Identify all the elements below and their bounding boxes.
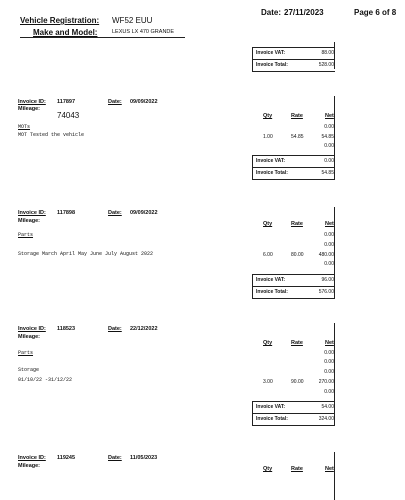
invoice-date-value: 22/12/2022 <box>130 326 158 332</box>
vat-label: Invoice VAT: <box>256 158 285 164</box>
mileage-label: Mileage: <box>18 334 41 340</box>
net-value: 480.00 <box>318 252 334 258</box>
line-rate: 90.00 <box>291 379 304 385</box>
total-label: Invoice Total: <box>256 62 288 68</box>
total-value: 576.00 <box>318 289 334 295</box>
invoice-date-label: Date: <box>108 326 122 332</box>
mileage-label: Mileage: <box>18 218 41 224</box>
invoice-date-value: 09/09/2022 <box>130 99 158 105</box>
net-value: 0.00 <box>324 369 334 375</box>
total-value: 528.00 <box>318 62 334 68</box>
invoice-id-label: Invoice ID: <box>18 99 46 105</box>
invoice-id-value: 117897 <box>57 99 76 105</box>
col-rate: Rate <box>291 466 303 472</box>
mileage-value: 74043 <box>57 111 80 120</box>
header-date-value: 27/11/2023 <box>284 8 324 17</box>
col-net: Net <box>325 221 334 227</box>
net-value: 0.00 <box>324 389 334 395</box>
vat-label: Invoice VAT: <box>256 50 285 56</box>
invoice-totals-box <box>252 401 335 426</box>
vehicle-reg-label: Vehicle Registration: <box>20 16 100 25</box>
invoice-id-label: Invoice ID: <box>18 326 46 332</box>
total-value: 324.00 <box>318 416 334 422</box>
mileage-label: Mileage: <box>18 106 41 112</box>
mileage-label: Mileage: <box>18 463 41 469</box>
line-description: Storage <box>18 367 40 373</box>
header-rule <box>20 37 185 38</box>
vat-value: 88.00 <box>321 50 334 56</box>
col-rate: Rate <box>291 113 303 119</box>
line-rate: 54.85 <box>291 134 304 140</box>
net-value: 54.85 <box>321 134 334 140</box>
line-description: Storage March April May June July August 2022 <box>18 251 154 257</box>
col-qty: Qty <box>263 113 273 119</box>
line-description: MOT Tested the vehicle <box>18 132 85 138</box>
prev-totals-box <box>252 47 335 72</box>
make-model-label: Make and Model: <box>33 28 98 37</box>
total-label: Invoice Total: <box>256 170 288 176</box>
col-qty: Qty <box>263 340 273 346</box>
net-value: 0.00 <box>324 261 334 267</box>
invoice-totals-box <box>252 155 335 180</box>
net-value: 0.00 <box>324 143 334 149</box>
invoice-id-value: 117898 <box>57 210 76 216</box>
vehicle-reg-value: WF52 EUU <box>112 16 153 25</box>
line-rate: 80.00 <box>291 252 304 258</box>
make-model-value: LEXUS LX 470 GRANDE <box>112 29 175 35</box>
line-category: Parts <box>18 232 34 238</box>
header-date-label: Date: <box>261 8 282 17</box>
net-value: 0.00 <box>324 350 334 356</box>
vat-value: 96.00 <box>321 277 334 283</box>
line-category: Parts <box>18 350 34 356</box>
col-rate: Rate <box>291 340 303 346</box>
invoice-id-label: Invoice ID: <box>18 455 46 461</box>
col-qty: Qty <box>263 466 273 472</box>
net-value: 0.00 <box>324 232 334 238</box>
total-value: 54.85 <box>321 170 334 176</box>
total-label: Invoice Total: <box>256 416 288 422</box>
net-value: 0.00 <box>324 242 334 248</box>
net-value: 0.00 <box>324 359 334 365</box>
invoice-date-value: 11/05/2023 <box>130 455 158 461</box>
net-column-rule <box>334 452 335 500</box>
total-label: Invoice Total: <box>256 289 288 295</box>
invoice-date-label: Date: <box>108 99 122 105</box>
invoice-totals-box <box>252 274 335 299</box>
line-category: MOTs <box>18 124 31 130</box>
invoice-id-label: Invoice ID: <box>18 210 46 216</box>
net-value: 270.00 <box>318 379 334 385</box>
vat-label: Invoice VAT: <box>256 404 285 410</box>
col-net: Net <box>325 340 334 346</box>
line-qty: 1.00 <box>263 134 273 140</box>
invoice-id-value: 118523 <box>57 326 76 332</box>
invoice-date-value: 09/09/2022 <box>130 210 158 216</box>
line-qty: 3.00 <box>263 379 273 385</box>
vat-value: 54.00 <box>321 404 334 410</box>
invoice-id-value: 119245 <box>57 455 76 461</box>
col-rate: Rate <box>291 221 303 227</box>
invoice-date-label: Date: <box>108 210 122 216</box>
vat-value: 0.00 <box>324 158 334 164</box>
invoice-date-label: Date: <box>108 455 122 461</box>
col-net: Net <box>325 113 334 119</box>
net-value: 0.00 <box>324 124 334 130</box>
line-description-period: 01/10/22 -31/12/22 <box>18 377 73 383</box>
page-number: Page 6 of 8 <box>354 8 397 17</box>
col-qty: Qty <box>263 221 273 227</box>
line-qty: 6.00 <box>263 252 273 258</box>
col-net: Net <box>325 466 334 472</box>
vat-label: Invoice VAT: <box>256 277 285 283</box>
